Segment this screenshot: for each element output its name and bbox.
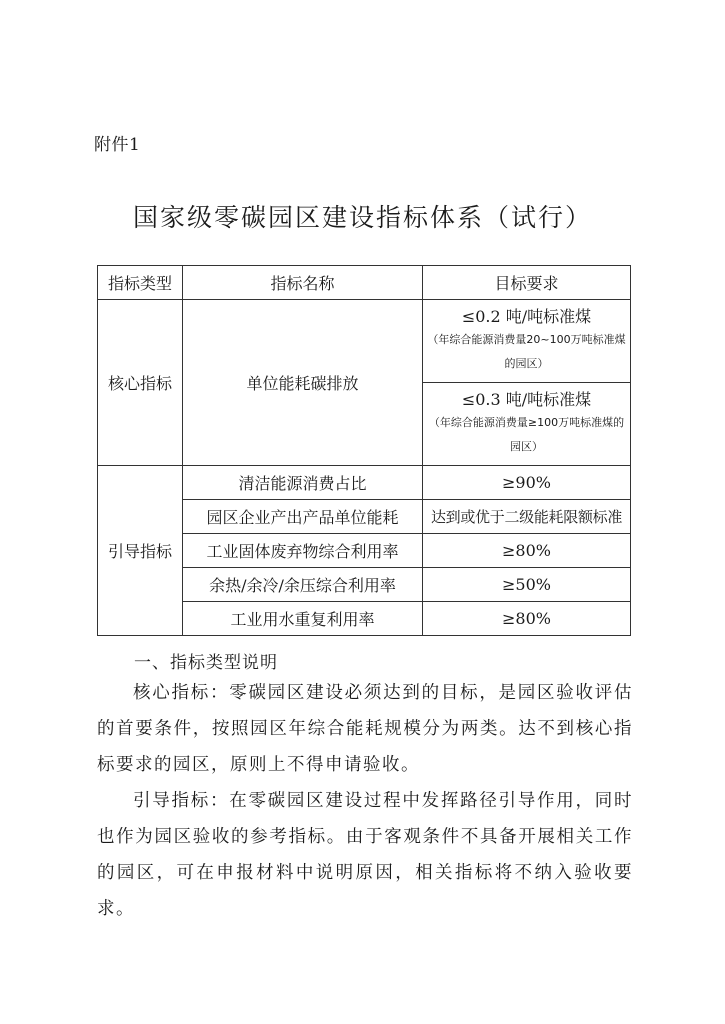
table-row-guide-1 (98, 466, 631, 500)
core-target-cell-1 (423, 300, 631, 383)
core-indicator-name: 单位能耗碳排放 (183, 300, 423, 466)
core-target-value-1: ≤0.2 吨/吨标准煤 (461, 307, 592, 326)
guide-indicator-type: 引导指标 (98, 466, 183, 636)
section-heading: 一、指标类型说明 (134, 653, 278, 673)
guide-indicator-name-2: 园区企业产出产品单位能耗 (183, 500, 423, 534)
header-indicator-type: 指标类型 (98, 266, 183, 300)
guide-indicator-name-1: 清洁能源消费占比 (183, 466, 423, 500)
guide-target-2: 达到或优于二级能耗限额标准 (423, 500, 631, 534)
table-header-row (98, 266, 631, 300)
indicator-table (97, 265, 631, 636)
guide-target-1: ≥90% (423, 466, 631, 500)
header-target-requirement: 目标要求 (423, 266, 631, 300)
page-title: 国家级零碳园区建设指标体系（试行） (132, 203, 592, 232)
core-target-note-1: （年综合能源消费量20~100万吨标准煤的园区） (427, 333, 626, 370)
header-indicator-name: 指标名称 (183, 266, 423, 300)
core-target-note-2: （年综合能源消费量≥100万吨标准煤的园区） (428, 416, 625, 453)
guide-target-4: ≥50% (423, 568, 631, 602)
attachment-label: 附件1 (94, 135, 141, 155)
core-target-value-2: ≤0.3 吨/吨标准煤 (461, 390, 592, 409)
core-indicator-description: 核心指标：零碳园区建设必须达到的目标，是园区验收评估的首要条件，按照园区年综合能耗规模分为两类。达不到核心指标要求的园区，原则上不得申请验收。 (97, 683, 633, 775)
guide-indicator-name-5: 工业用水重复利用率 (183, 602, 423, 636)
guide-indicator-name-4: 余热/余冷/余压综合利用率 (183, 568, 423, 602)
guide-indicator-description: 引导指标：在零碳园区建设过程中发挥路径引导作用，同时也作为园区验收的参考指标。由于客观条件不具备开展相关工作的园区，可在申报材料中说明原因，相关指标将不纳入验收要求。 (97, 791, 633, 919)
table-row-core-1 (98, 300, 631, 383)
core-target-cell-2 (423, 383, 631, 466)
guide-target-3: ≥80% (423, 534, 631, 568)
guide-indicator-name-3: 工业固体废弃物综合利用率 (183, 534, 423, 568)
guide-target-5: ≥80% (423, 602, 631, 636)
core-indicator-type: 核心指标 (98, 300, 183, 466)
